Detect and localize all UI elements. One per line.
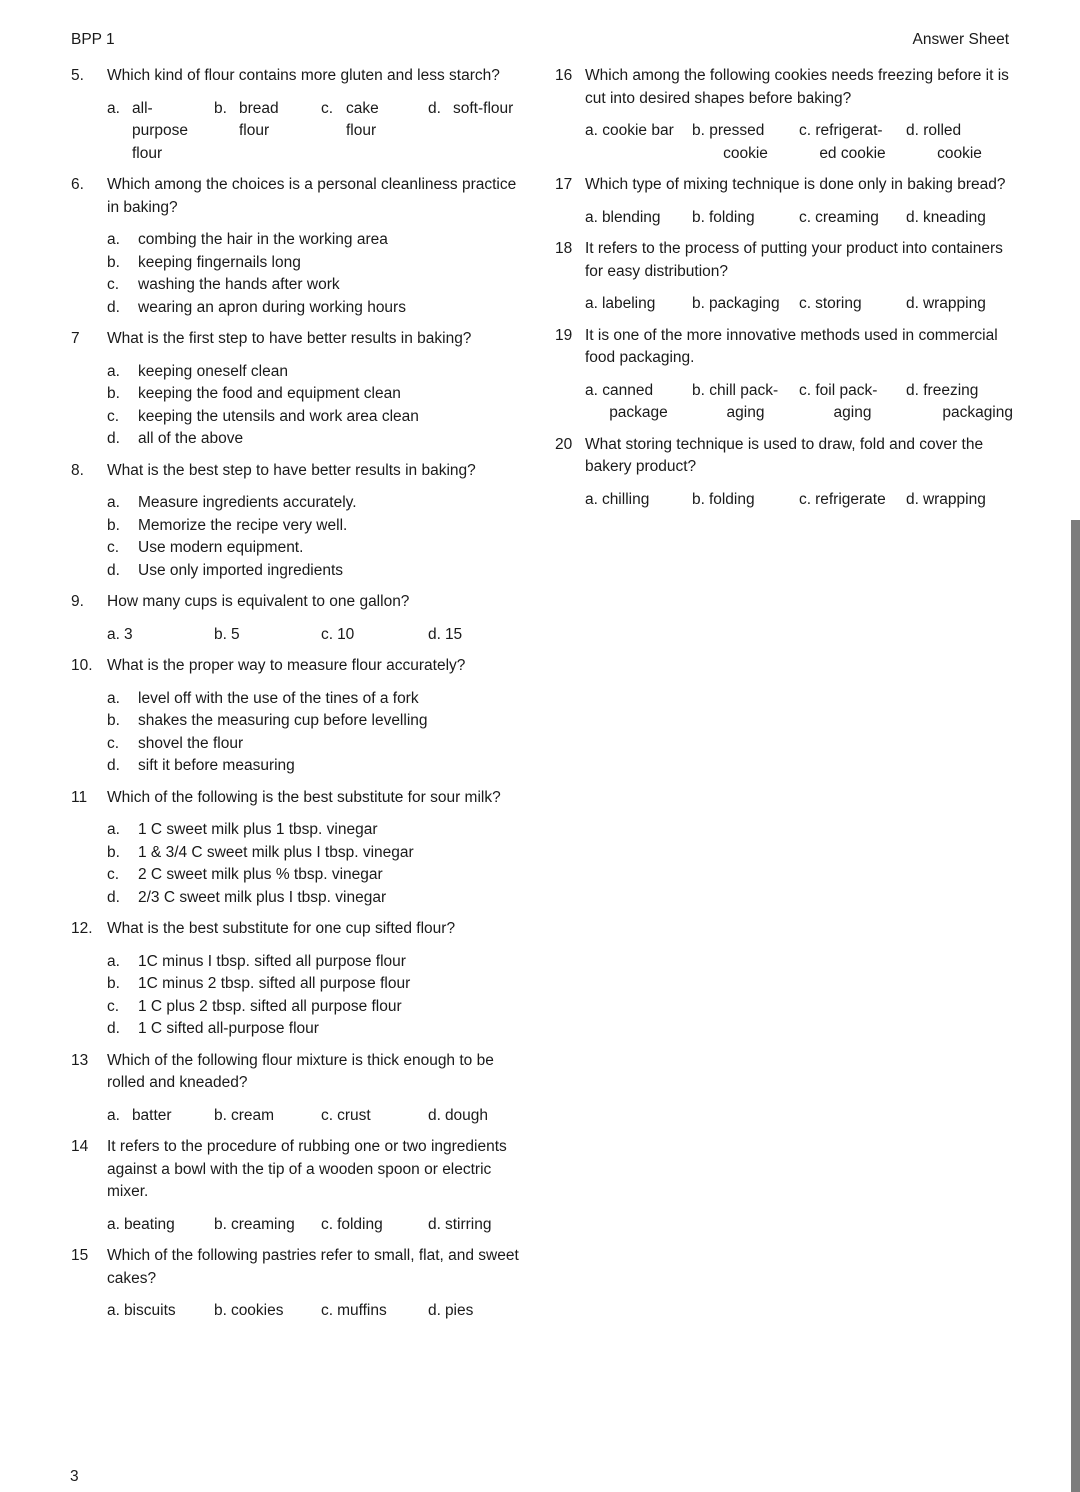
question-9 <box>71 591 523 646</box>
option-a[interactable]: a. labeling <box>585 295 656 312</box>
question-5 <box>71 65 523 165</box>
options <box>107 819 523 909</box>
question-6 <box>71 174 523 319</box>
question-number: 15 <box>71 1247 89 1264</box>
option-a[interactable]: a. beating <box>107 1215 175 1233</box>
question-text: Which kind of flour contains more gluten and less starch? <box>107 67 500 84</box>
option-b[interactable]: b. 1C minus 2 tbsp. sifted all purpose flour <box>107 975 411 992</box>
option-d[interactable]: d. 15 <box>428 625 463 643</box>
option-d[interactable]: d. wrapping <box>906 490 986 508</box>
question-text: What is the best step to have better results in baking? <box>107 461 476 479</box>
question-16 <box>555 65 1015 165</box>
option-b[interactable]: b. Memorize the recipe very well. <box>107 516 348 534</box>
options <box>107 624 523 647</box>
question-20 <box>555 434 1015 512</box>
question-text: It refers to the procedure of rubbing one or two ingredients against a bowl with the tip of a wooden spoon or electric mixer. <box>107 1138 507 1200</box>
option-d[interactable]: d. soft-flour <box>428 99 514 117</box>
options <box>585 120 1015 165</box>
option-a[interactable]: a. cookie bar <box>585 122 674 139</box>
option-a[interactable]: a. all-purpose flour <box>107 99 189 162</box>
option-a[interactable]: a. combing the hair in the working area <box>107 231 388 248</box>
right-column <box>555 65 1015 520</box>
option-d[interactable]: d. 2/3 C sweet milk plus I tbsp. vinegar <box>107 888 387 906</box>
option-d[interactable]: d. all of the above <box>107 430 244 447</box>
question-13 <box>71 1050 523 1128</box>
option-b[interactable]: b. 1 & 3/4 C sweet milk plus I tbsp. vinegar <box>107 843 414 861</box>
option-b[interactable]: b. cookies <box>214 1302 284 1319</box>
option-b[interactable]: b. chill pack- aging <box>692 381 779 421</box>
options <box>107 951 523 1041</box>
question-number: 9. <box>71 593 84 610</box>
option-b[interactable]: b. folding <box>692 490 755 508</box>
question-text: Which type of mixing technique is done only in baking bread? <box>585 176 1006 193</box>
option-d[interactable]: d. freezing packaging <box>906 381 1013 421</box>
question-number: 7 <box>71 330 80 347</box>
options <box>585 489 1015 512</box>
question-number: 13 <box>71 1051 89 1069</box>
option-d[interactable]: d. dough <box>428 1106 489 1124</box>
option-a[interactable]: a. batter <box>107 1106 172 1124</box>
option-b[interactable]: b. folding <box>692 208 755 226</box>
options <box>107 492 523 582</box>
option-c[interactable]: c. foil pack- aging <box>799 381 878 421</box>
header-left: BPP 1 <box>71 31 115 48</box>
question-number: 10. <box>71 657 93 674</box>
question-10 <box>71 655 523 778</box>
option-c[interactable]: c. refrigerat- ed cookie <box>799 122 886 162</box>
option-b[interactable]: b. creaming <box>214 1215 295 1233</box>
options <box>107 361 523 451</box>
header-right: Answer Sheet <box>912 31 1009 48</box>
options <box>585 207 1015 230</box>
option-c[interactable]: c. shovel the flour <box>107 734 244 752</box>
question-15 <box>71 1245 523 1323</box>
option-a[interactable]: a. biscuits <box>107 1302 176 1319</box>
option-a[interactable]: a. 1C minus I tbsp. sifted all purpose flour <box>107 952 406 970</box>
option-d[interactable]: d. stirring <box>428 1215 492 1233</box>
option-c[interactable]: c. keeping the utensils and work area clean <box>107 407 419 425</box>
option-a[interactable]: a. keeping oneself clean <box>107 362 288 380</box>
option-a[interactable]: a. canned package <box>585 381 668 421</box>
left-column <box>71 65 523 1332</box>
question-text: Which among the following cookies needs freezing before it is cut into desired shapes before baking? <box>585 67 1009 107</box>
options <box>107 98 523 166</box>
option-a[interactable]: a. 1 C sweet milk plus 1 tbsp. vinegar <box>107 821 378 838</box>
question-12 <box>71 918 523 1041</box>
question-number: 19 <box>555 326 573 344</box>
option-d[interactable]: d. wrapping <box>906 295 986 312</box>
option-b[interactable]: b. shakes the measuring cup before levelling <box>107 712 428 729</box>
option-c[interactable]: c. refrigerate <box>799 490 886 508</box>
question-number: 17 <box>555 176 573 193</box>
question-text: What storing technique is used to draw, fold and cover the bakery product? <box>585 435 984 475</box>
question-number: 18 <box>555 240 573 257</box>
option-b[interactable]: b. cream <box>214 1106 275 1124</box>
question-18 <box>555 238 1015 316</box>
question-number: 11 <box>71 788 88 806</box>
question-text: It is one of the more innovative methods used in commercial food packaging. <box>585 326 998 366</box>
question-text: Which among the choices is a personal cleanliness practice in baking? <box>107 176 517 216</box>
question-text: Which of the following is the best substitute for sour milk? <box>107 788 501 806</box>
option-d[interactable]: d. 1 C sifted all-purpose flour <box>107 1020 319 1037</box>
option-d[interactable]: d. kneading <box>906 208 986 226</box>
option-c[interactable]: c. Use modern equipment. <box>107 539 304 556</box>
option-b[interactable]: b. keeping fingernails long <box>107 253 301 271</box>
option-c[interactable]: c. crust <box>321 1106 371 1124</box>
option-a[interactable]: a. 3 <box>107 625 133 643</box>
question-7 <box>71 328 523 451</box>
option-a[interactable]: a. Measure ingredients accurately. <box>107 494 357 511</box>
option-a[interactable]: a. level off with the use of the tines of a fork <box>107 689 419 707</box>
question-number: 6. <box>71 176 84 193</box>
option-b[interactable]: b. bread flour <box>214 99 279 139</box>
option-d[interactable]: d. rolled cookie <box>906 122 982 162</box>
option-a[interactable]: a. blending <box>585 208 661 226</box>
option-c[interactable]: c. 2 C sweet milk plus % tbsp. vinegar <box>107 866 383 883</box>
option-b[interactable]: b. pressed cookie <box>692 122 768 162</box>
option-d[interactable]: d. pies <box>428 1302 474 1319</box>
option-d[interactable]: d. sift it before measuring <box>107 757 295 774</box>
options <box>585 293 1015 316</box>
options <box>107 1105 523 1128</box>
question-text: What is the first step to have better results in baking? <box>107 330 472 347</box>
question-text: What is the proper way to measure flour accurately? <box>107 657 466 674</box>
question-19 <box>555 325 1015 425</box>
option-b[interactable]: b. packaging <box>692 295 780 312</box>
options <box>107 229 523 319</box>
options <box>107 1214 523 1237</box>
option-a[interactable]: a. chilling <box>585 490 650 508</box>
page-number: 3 <box>70 1468 79 1485</box>
option-c[interactable]: c. muffins <box>321 1302 387 1319</box>
question-14 <box>71 1136 523 1236</box>
option-c[interactable]: c. folding <box>321 1215 383 1233</box>
question-text: Which of the following flour mixture is thick enough to be rolled and kneaded? <box>107 1051 494 1091</box>
question-text: What is the best substitute for one cup sifted flour? <box>107 920 456 937</box>
question-11 <box>71 787 523 910</box>
option-c[interactable]: c. creaming <box>799 208 879 226</box>
option-c[interactable]: c. storing <box>799 295 862 312</box>
option-b[interactable]: b. 5 <box>214 625 240 643</box>
option-c[interactable]: c. washing the hands after work <box>107 276 340 293</box>
question-number: 14 <box>71 1138 89 1155</box>
options <box>107 688 523 778</box>
option-c[interactable]: c. 1 C plus 2 tbsp. sifted all purpose flour <box>107 997 402 1015</box>
scrollbar[interactable] <box>1071 520 1080 1492</box>
question-text: It refers to the process of putting your product into containers for easy distribution? <box>585 240 1003 280</box>
option-d[interactable]: d. Use only imported ingredients <box>107 561 344 579</box>
options <box>107 1300 523 1323</box>
option-d[interactable]: d. wearing an apron during working hours <box>107 298 406 316</box>
option-b[interactable]: b. keeping the food and equipment clean <box>107 385 401 402</box>
question-number: 12. <box>71 920 93 937</box>
question-8 <box>71 460 523 583</box>
question-number: 16 <box>555 67 573 84</box>
question-17 <box>555 174 1015 229</box>
option-c[interactable]: c. 10 <box>321 625 355 643</box>
question-text: How many cups is equivalent to one gallon? <box>107 593 410 610</box>
question-number: 8. <box>71 461 84 479</box>
question-number: 20 <box>555 435 573 453</box>
question-text: Which of the following pastries refer to small, flat, and sweet cakes? <box>107 1247 519 1287</box>
options <box>585 380 1015 425</box>
question-number: 5. <box>71 67 84 84</box>
option-c[interactable]: c. cake flour <box>321 99 379 139</box>
